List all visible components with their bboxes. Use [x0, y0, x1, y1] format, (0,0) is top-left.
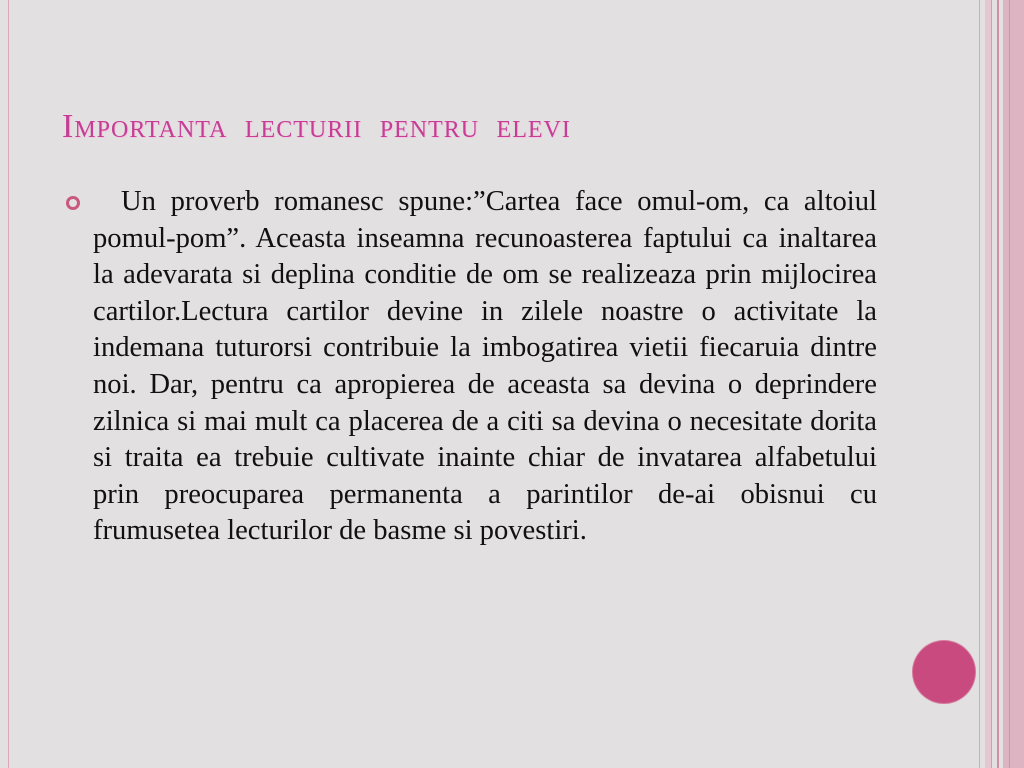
slide-title: Importanta lecturii pentru elevi [62, 108, 571, 145]
slide-body-text: Un proverb romanesc spune:”Cartea face omul-om, ca altoiul pomul-pom”. Aceasta inseamna recunoasterea faptului ca inaltarea la adevarata si deplina conditie de om se realizeaza prin mijlocirea cartilor.Lectura cartilor devine in zilele noastre o activitate la indemana tuturorsi contribuie la imbogatirea vietii fiecaruia dintre noi. Dar, pentru ca apropierea de aceasta sa devina o deprindere zilnica si mai mult ca placerea de a citi sa devina o necesitate dorita si traita ea trebuie cultivate inainte chiar de invatarea alfabetului prin preocuparea permanenta a parintilor de-ai obisnui cu frumusetea lecturilor de basme si povestiri. [93, 186, 877, 547]
ring-bullet-icon [66, 196, 80, 210]
right-decor-stripe [997, 0, 999, 768]
right-decor-stripe [1009, 0, 1010, 768]
left-border-line [8, 0, 9, 768]
right-decor-stripe [1003, 0, 1024, 768]
right-decor-stripe [991, 0, 992, 768]
right-decor-stripe [979, 0, 980, 768]
pink-circle-icon [913, 641, 975, 703]
